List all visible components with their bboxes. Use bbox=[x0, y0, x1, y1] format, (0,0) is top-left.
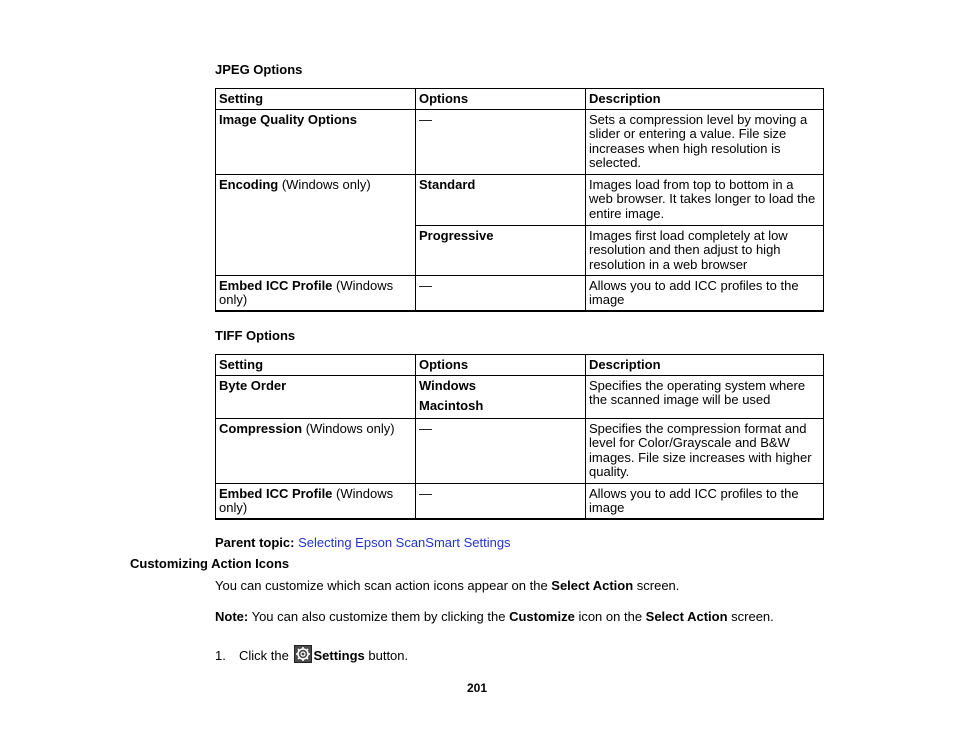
option-cell: — bbox=[416, 483, 586, 519]
setting-cell bbox=[216, 418, 416, 483]
step-1 bbox=[215, 645, 408, 663]
jpeg-options-heading: JPEG Options bbox=[215, 62, 303, 77]
header-description: Description bbox=[586, 355, 824, 376]
parent-topic-link[interactable]: Selecting Epson ScanSmart Settings bbox=[298, 535, 511, 550]
setting-name: Compression bbox=[219, 420, 303, 436]
page-number: 201 bbox=[466, 681, 488, 695]
setting-cell bbox=[216, 275, 416, 311]
note-label: Note: bbox=[215, 609, 249, 624]
setting-note: (Windows only) bbox=[219, 485, 394, 516]
section-title: Customizing Action Icons bbox=[130, 556, 290, 571]
setting-name: Embed ICC Profile bbox=[219, 277, 333, 293]
note-select-action: Select Action bbox=[645, 609, 728, 624]
tiff-options-table bbox=[215, 354, 824, 520]
table-header-row bbox=[216, 89, 824, 110]
header-options: Options bbox=[416, 355, 586, 376]
option-windows: Windows bbox=[419, 377, 476, 393]
setting-cell: Byte Order bbox=[216, 375, 416, 418]
note-text: icon on the bbox=[574, 609, 646, 624]
setting-name: Encoding bbox=[219, 176, 279, 192]
setting-cell: Image Quality Options bbox=[216, 109, 416, 174]
option-macintosh: Macintosh bbox=[419, 398, 484, 414]
header-setting: Setting bbox=[216, 355, 416, 376]
jpeg-options-table bbox=[215, 88, 824, 312]
table-row bbox=[216, 174, 824, 225]
table-header-row bbox=[216, 355, 824, 376]
description-cell: Specifies the operating system where the scanned image will be used bbox=[586, 375, 824, 418]
option-cell: Standard bbox=[416, 174, 586, 225]
setting-note: (Windows only) bbox=[278, 176, 371, 192]
parent-topic-label: Parent topic: bbox=[215, 535, 295, 550]
option-cell: — bbox=[416, 418, 586, 483]
parent-topic bbox=[215, 535, 511, 550]
note-paragraph bbox=[215, 609, 774, 624]
header-options: Options bbox=[416, 89, 586, 110]
table-row bbox=[216, 375, 824, 418]
intro-bold: Select Action bbox=[551, 578, 634, 593]
intro-text-end: screen. bbox=[633, 578, 680, 593]
option-cell: Progressive bbox=[416, 225, 586, 275]
note-customize: Customize bbox=[509, 609, 575, 624]
option-cell: — bbox=[416, 109, 586, 174]
description-cell: Specifies the compression format and level for Color/Grayscale and B&W images. File size increases with higher quality. bbox=[586, 418, 824, 483]
intro-paragraph bbox=[215, 578, 679, 593]
table-row bbox=[216, 109, 824, 174]
table-row bbox=[216, 483, 824, 519]
step-text-end: button. bbox=[364, 648, 409, 663]
step-settings: Settings bbox=[313, 648, 365, 663]
description-cell: Images load from top to bottom in a web browser. It takes longer to load the entire image. bbox=[586, 174, 824, 225]
setting-note: (Windows only) bbox=[219, 277, 394, 308]
step-number: 1. bbox=[215, 648, 226, 663]
tiff-options-heading: TIFF Options bbox=[215, 328, 296, 343]
description-cell: Allows you to add ICC profiles to the image bbox=[586, 275, 824, 311]
description-cell: Images first load completely at low resolution and then adjust to high resolution in a web browser bbox=[586, 225, 824, 275]
gear-icon bbox=[294, 645, 312, 663]
option-cell: — bbox=[416, 275, 586, 311]
note-text: You can also customize them by clicking the bbox=[248, 609, 510, 624]
table-row bbox=[216, 275, 824, 311]
setting-cell bbox=[216, 483, 416, 519]
header-description: Description bbox=[586, 89, 824, 110]
setting-cell bbox=[216, 174, 416, 275]
table-row bbox=[216, 418, 824, 483]
setting-note: (Windows only) bbox=[302, 420, 395, 436]
header-setting: Setting bbox=[216, 89, 416, 110]
note-text: screen. bbox=[727, 609, 774, 624]
description-cell: Sets a compression level by moving a slider or entering a value. File size increases when high resolution is selected. bbox=[586, 109, 824, 174]
description-cell: Allows you to add ICC profiles to the image bbox=[586, 483, 824, 519]
step-text: Click the bbox=[239, 648, 293, 663]
intro-text: You can customize which scan action icons appear on the bbox=[215, 578, 552, 593]
option-cell bbox=[416, 375, 586, 418]
setting-name: Embed ICC Profile bbox=[219, 485, 333, 501]
